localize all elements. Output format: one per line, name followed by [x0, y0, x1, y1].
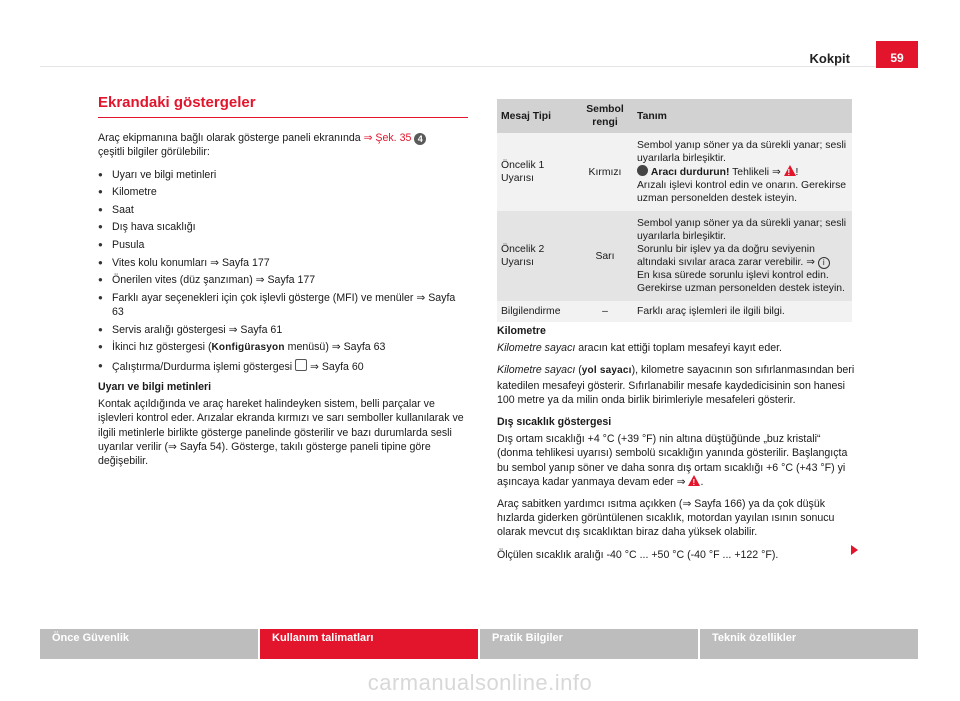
tab-technical-data[interactable]: Teknik özellikler: [700, 629, 918, 659]
list-item: ● Önerilen vites (düz şanzıman) ⇒ Sayfa 177: [98, 273, 468, 287]
intro-text: Araç ekipmanına bağlı olarak gösterge paneli ekranında: [98, 132, 364, 145]
figure-link[interactable]: ⇒ Şek. 35: [363, 132, 412, 145]
cell-color: Sarı: [577, 211, 633, 301]
temperature-paragraph-3: Ölçülen sıcaklık aralığı -40 °C ... +50 °C (-40 °F ... +122 °F).: [497, 548, 779, 561]
section-title: Ekrandaki göstergeler: [98, 96, 468, 118]
temperature-paragraph-2: Araç sabitken yardımcı ısıtma açıkken (⇒ Sayfa 166) ya da çok düşük hızlarda giderken görüntülenen sıcaklık, motordan yayılan ısının sonucu olarak mevcut dış sıcaklıktan biraz daha yüksek olabilir.: [497, 498, 835, 539]
list-item: ● Pusula: [98, 238, 468, 252]
italic-term: Kilometre sayacı: [497, 342, 576, 355]
list-item-text: Çalıştırma/Durdurma işlemi göstergesi: [112, 360, 296, 373]
desc-line: Sembol yanıp söner ya da sürekli yanar; sesli uyarılarla birleşiktir.: [637, 140, 847, 164]
list-item: ● Vites kolu konumları ⇒ Sayfa 177: [98, 256, 468, 270]
warnings-paragraph: Kontak açıldığında ve araç hareket halindeyken sistem, belli parçalar ve işlevleri kontrol eder. Arızalar ekranda kırmızı ve sarı semboller kullanılarak ve ilgili metinlerle birlikte gösterge panelinde gösterilir ve bazı durumlarda sesli uyarılar verilir (⇒ Sayfa 54). Gösterge, takılı gösterge paneli tipine göre değişebilir.: [98, 398, 464, 467]
footer-nav: [40, 629, 918, 659]
trip-term: yol sayacı: [581, 365, 632, 377]
watermark: carmanualsonline.info: [367, 670, 593, 695]
list-item-text: menüsü) ⇒ Sayfa 63: [284, 341, 386, 354]
menu-name: Konfigürasyon: [211, 342, 285, 354]
warning-triangle-icon: [688, 475, 700, 486]
desc-line: Sembol yanıp söner ya da sürekli yanar; sesli uyarılarla birleşiktir.: [637, 218, 847, 242]
cell-color: –: [577, 301, 633, 322]
cell-description: [633, 211, 852, 301]
desc-line: En kısa sürede sorunlu işlevi kontrol edin. Gerekirse uzman personelden destek isteyin.: [637, 270, 845, 294]
list-item-text: İkinci hız göstergesi (: [112, 341, 212, 354]
desc-line: Sorunlu bir işlev ya da doğru seviyenin altındaki sıvılar araca zarar verebilir. ⇒: [637, 244, 818, 268]
desc-bold: Aracı durdurun!: [650, 167, 730, 178]
list-item: ● Servis aralığı göstergesi ⇒ Sayfa 61: [98, 323, 468, 337]
desc-line: Arızalı işlevi kontrol edin ve onarın. Gerekirse uzman personelden destek isteyin.: [637, 180, 847, 204]
list-item: ● Dış hava sıcaklığı: [98, 220, 468, 234]
column-header: Sembol rengi: [577, 99, 633, 133]
cell-description: Farklı araç işlemleri ile ilgili bilgi.: [633, 301, 852, 322]
list-item: ● Kilometre: [98, 185, 468, 199]
cell-type: Öncelik 1 Uyarısı: [497, 133, 577, 211]
column-header: Mesaj Tipi: [497, 99, 577, 133]
temp-text: Dış ortam sıcaklığı +4 °C (+39 °F) nin altına düştüğünde „buz kristali“ (donma tehlikesi uyarısı) sembolü sıcaklığın yanında gösterilir. Başlangıçta bu sembol yanıp söner ve daha sonra dış ortam sıcaklığı +6 °C (+43 °F) yi aşıncaya kadar yanmaya devam eder ⇒: [497, 433, 848, 488]
temperature-heading: Dış sıcaklık göstergesi: [497, 416, 612, 429]
km-text: ), kilometre sayacının son sıfırlanmasından beri katedilen mesafeyi gösterir. Sıfırlanabilir mesafe kaydedicisinin son hanesi 100 metre ya da milin onda birlik birimleriyle mesafeleri gösterir.: [497, 364, 855, 406]
column-header: Tanım: [633, 99, 852, 133]
list-item: ● Farklı ayar seçenekleri için çok işlevli gösterge (MFI) ve menüler ⇒ Sayfa 63: [98, 291, 468, 319]
right-column: [497, 324, 857, 570]
tab-operating-instructions[interactable]: Kullanım talimatları: [260, 629, 478, 659]
table-row: [497, 133, 852, 211]
tab-practical-info[interactable]: Pratik Bilgiler: [480, 629, 698, 659]
desc-text: !: [795, 167, 799, 178]
intro-text-2: çeşitli bilgiler görülebilir:: [98, 146, 210, 159]
warning-triangle-icon: [784, 165, 796, 176]
cell-color: Kırmızı: [577, 133, 633, 211]
list-item: [98, 340, 468, 355]
subheading-warnings: Uyarı ve bilgi metinleri: [98, 380, 212, 393]
info-icon: i: [818, 257, 830, 269]
cell-type: Bilgilendirme: [497, 301, 577, 322]
list-item: ● Saat: [98, 203, 468, 217]
header-section-title: Kokpit: [809, 51, 850, 66]
table-row: [497, 211, 852, 301]
cell-type: Öncelik 2 Uyarısı: [497, 211, 577, 301]
temperature-paragraph-1: Dış ortam sıcaklığı +4 °C (+39 °F) nin altına düştüğünde „buz kristali“ (donma tehlikesi uyarısı) sembolü sıcaklığın yanında gösterilir. Başlangıçta bu sembol yanıp söner ve daha sonra dış ortam sıcaklığı +6 °C (+43 °F) yi aşıncaya kadar yanmaya devam eder ⇒ !.: [497, 432, 857, 489]
table-row: [497, 301, 852, 322]
indicator-list: [98, 168, 468, 374]
table-header-row: [497, 99, 852, 133]
page-number: 59: [876, 41, 918, 68]
km-text: aracın kat ettiği toplam mesafeyi kayıt eder.: [575, 342, 782, 355]
km-paragraph-1: [497, 341, 857, 355]
list-item: ● Uyarı ve bilgi metinleri: [98, 168, 468, 182]
start-stop-icon: [295, 359, 307, 371]
list-item-text: ⇒ Sayfa 60: [307, 360, 364, 373]
message-type-table: [497, 99, 852, 322]
callout-number: 4: [414, 133, 426, 145]
tab-safety[interactable]: Önce Güvenlik: [40, 629, 258, 659]
intro-paragraph: [98, 131, 468, 159]
cell-description: [633, 133, 852, 211]
continue-arrow-icon: [851, 545, 858, 555]
stop-icon: [637, 165, 648, 176]
desc-text: Tehlikeli ⇒: [729, 167, 784, 178]
km-heading: Kilometre: [497, 325, 546, 337]
list-item: [98, 359, 468, 374]
km-paragraph-2: Kilometre sayacı (yol sayacı), kilometre sayacının son sıfırlanmasından beri katedilen mesafeyi gösterir. Sıfırlanabilir mesafe kaydedicisinin son hanesi 100 metre ya da milin onda birlik birimleriyle mesafeleri gösterir.: [497, 364, 855, 406]
left-column: [98, 96, 468, 476]
italic-term: Kilometre sayacı: [497, 364, 576, 377]
header-rule: [40, 66, 918, 67]
